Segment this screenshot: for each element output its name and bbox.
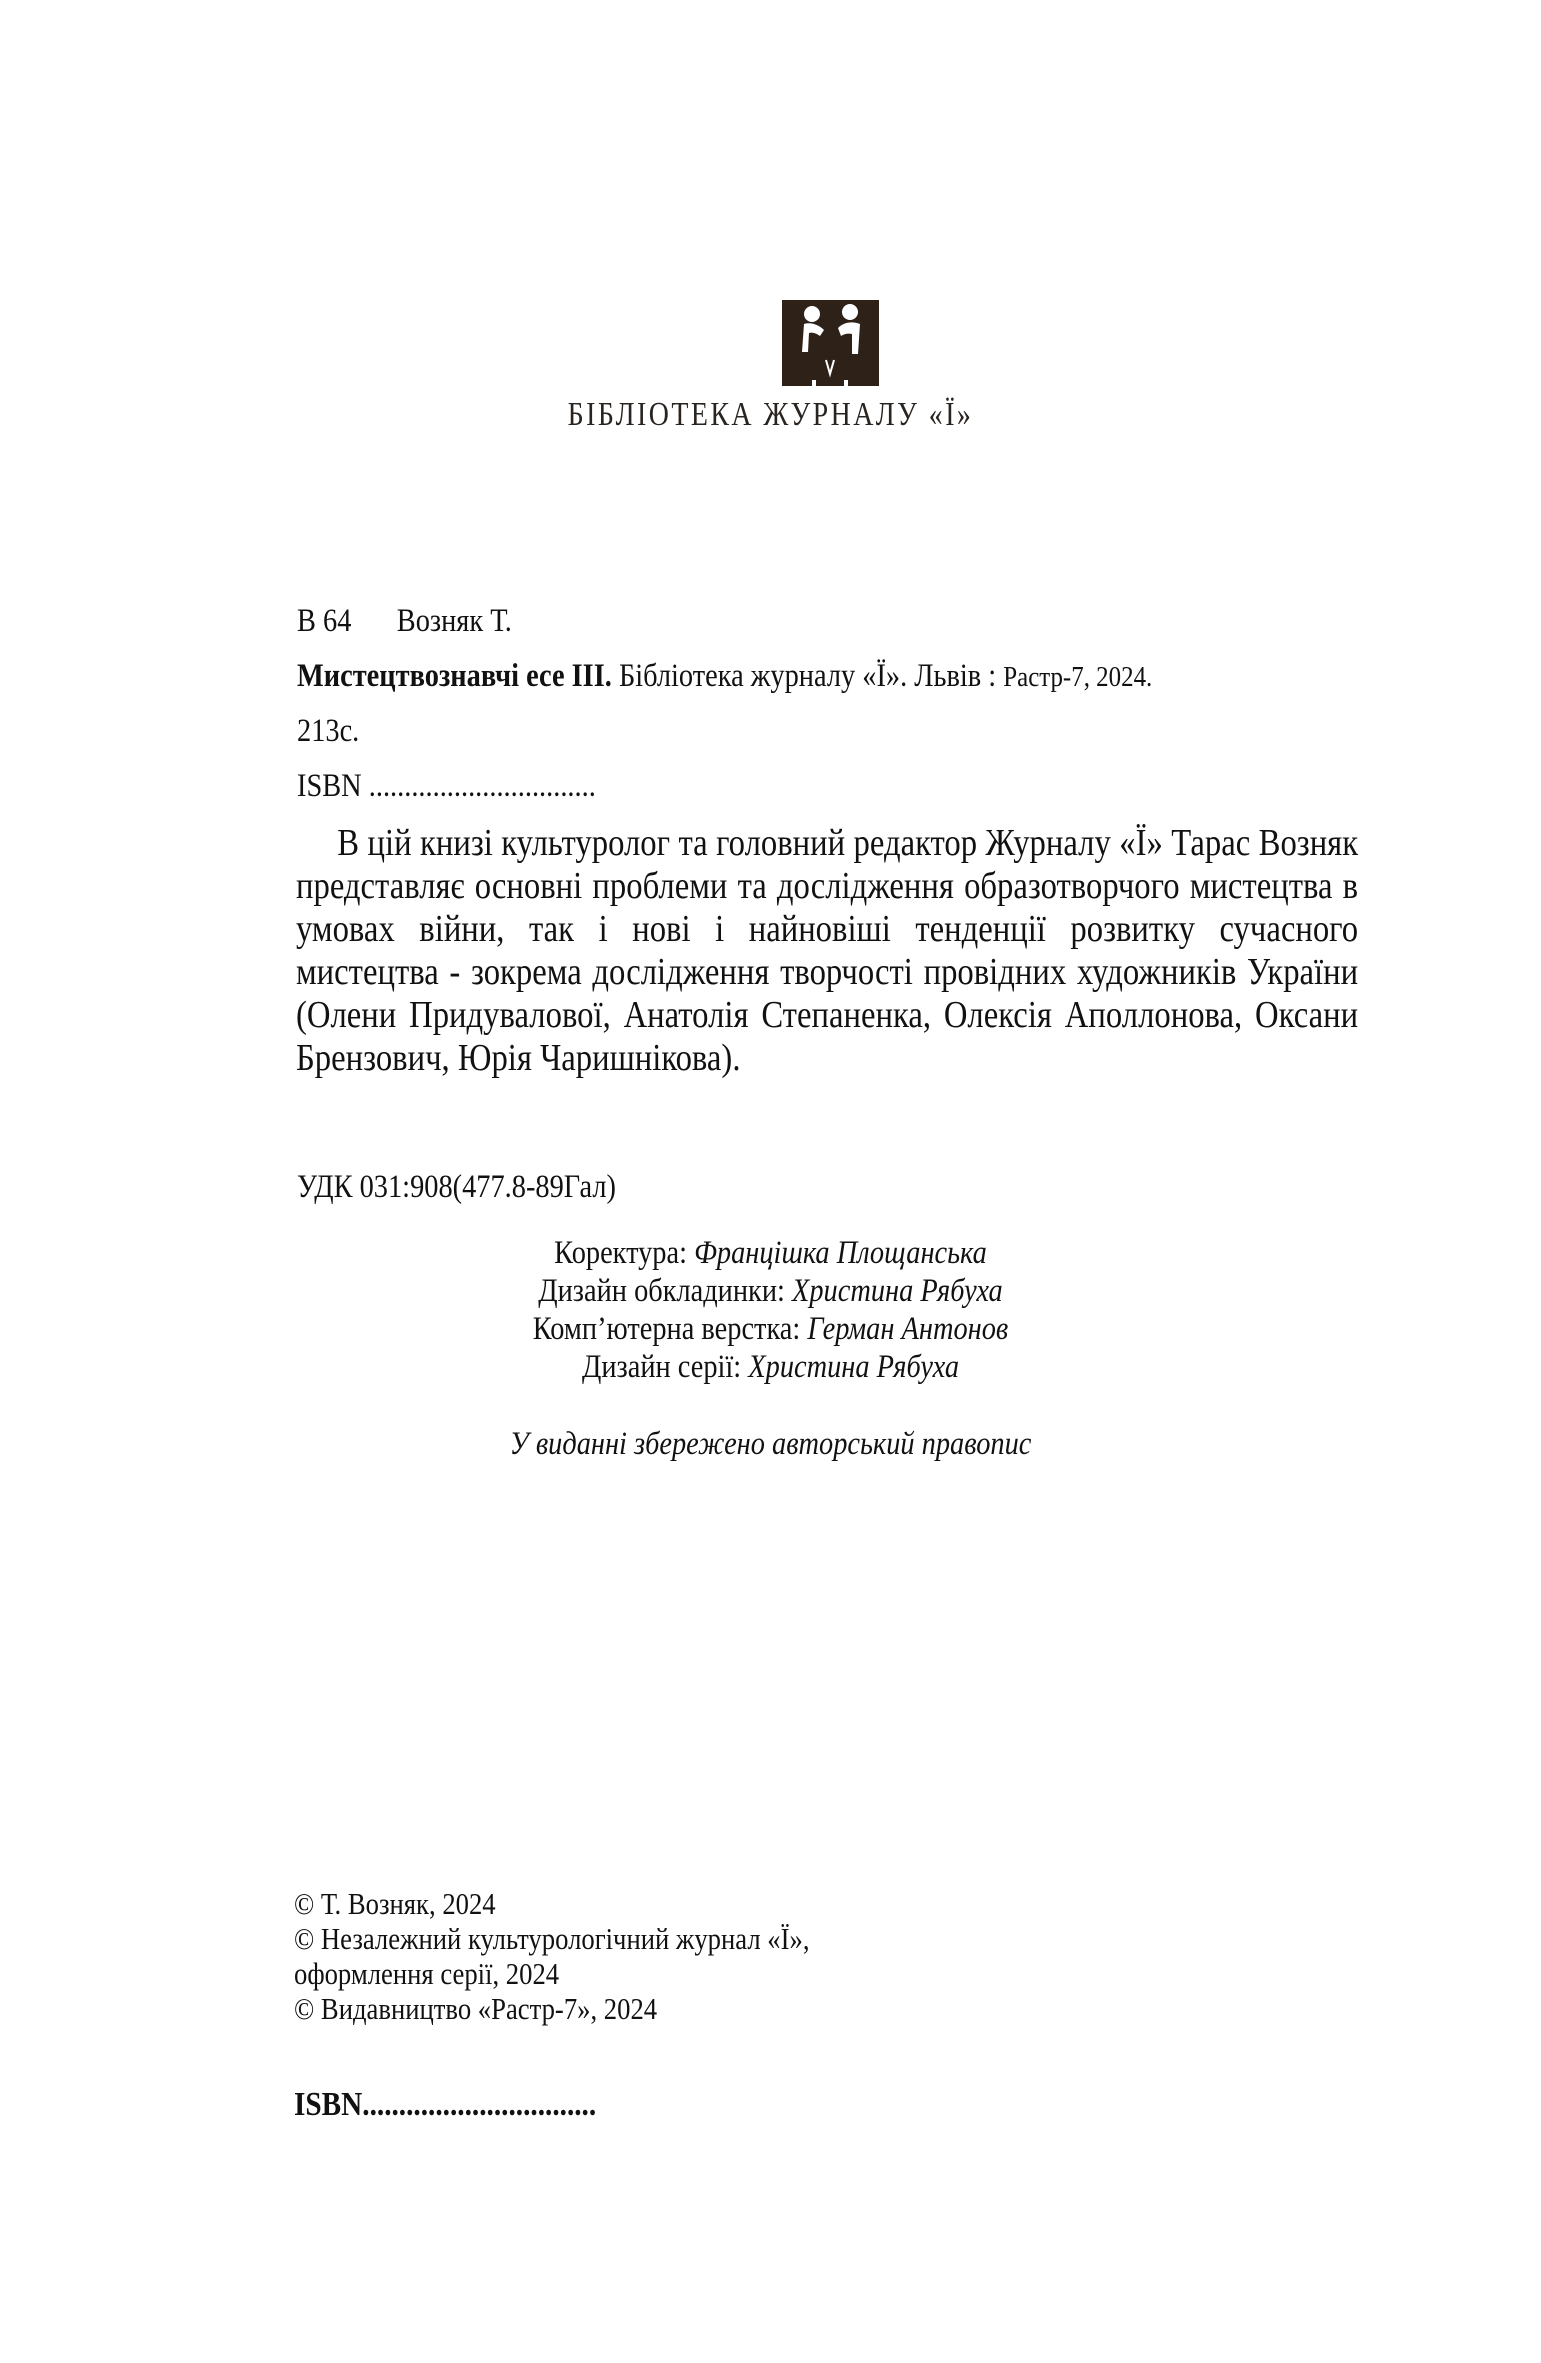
credit-role: Дизайн серії:	[581, 1349, 749, 1385]
credit-person: Герман Антонов	[807, 1311, 1009, 1347]
shelf-code: В 64	[297, 603, 352, 639]
copyright-block	[294, 1886, 810, 2026]
copyright-line: © Видавництво «Растр-7», 2024	[294, 1991, 658, 2026]
credit-row	[108, 1234, 1433, 1272]
orthography-note: У виданні збережено авторський правопис	[509, 1426, 1032, 1462]
credit-role: Комп’ютерна верстка:	[532, 1311, 808, 1347]
copyright-line: © Т. Возняк, 2024	[294, 1886, 496, 1921]
title-line	[297, 656, 1152, 697]
credit-person: Христина Рябуха	[792, 1273, 1003, 1309]
series-and-place: Бібліотека журналу «Ї». Львів :	[611, 658, 1004, 694]
credit-person: Францішка Площанська	[694, 1235, 987, 1271]
copyright-line: оформлення серії, 2024	[294, 1956, 560, 1991]
book-title: Мистецтвознавчі есе ІІІ.	[297, 658, 612, 694]
credit-role: Дизайн обкладинки:	[538, 1273, 793, 1309]
credit-person: Христина Рябуха	[748, 1349, 960, 1385]
abstract: В цій книзі культуролог та головний редактор Журналу «Ї» Тарас Возняк представляє основні проблеми та дослідження образотворчого мистецтва в умовах війни, так і нові і найновіші тенденції розвитку сучасного мистецтва - зокрема дослідження творчості провідних художників України (Олени Придувалової, Анатолія Степаненка, Олексія Аполлонова, Оксани Брензович, Юрія Чаришнікова).	[296, 822, 1359, 1079]
isbn-line: ISBN ................................	[297, 768, 596, 804]
credit-row	[108, 1310, 1433, 1348]
publisher-year: Растр-7, 2024.	[1003, 661, 1153, 693]
copyright-line: © Незалежний культурологічний журнал «Ї»,	[294, 1921, 810, 1956]
credits	[0, 1234, 1541, 1386]
isbn-bottom: ISBN................................	[294, 2086, 597, 2123]
author: Возняк Т.	[396, 603, 512, 639]
credit-role: Коректура:	[554, 1235, 695, 1271]
series-name: БІБЛІОТЕКА ЖУРНАЛУ «Ї»	[567, 396, 974, 433]
credit-row	[108, 1348, 1433, 1386]
udk-code: УДК 031:908(477.8-89Гал)	[297, 1169, 616, 1205]
shelf-line	[297, 601, 512, 641]
two-figures-logo-icon	[782, 300, 879, 392]
credit-row	[108, 1272, 1433, 1310]
page-count: 213с.	[297, 713, 360, 749]
